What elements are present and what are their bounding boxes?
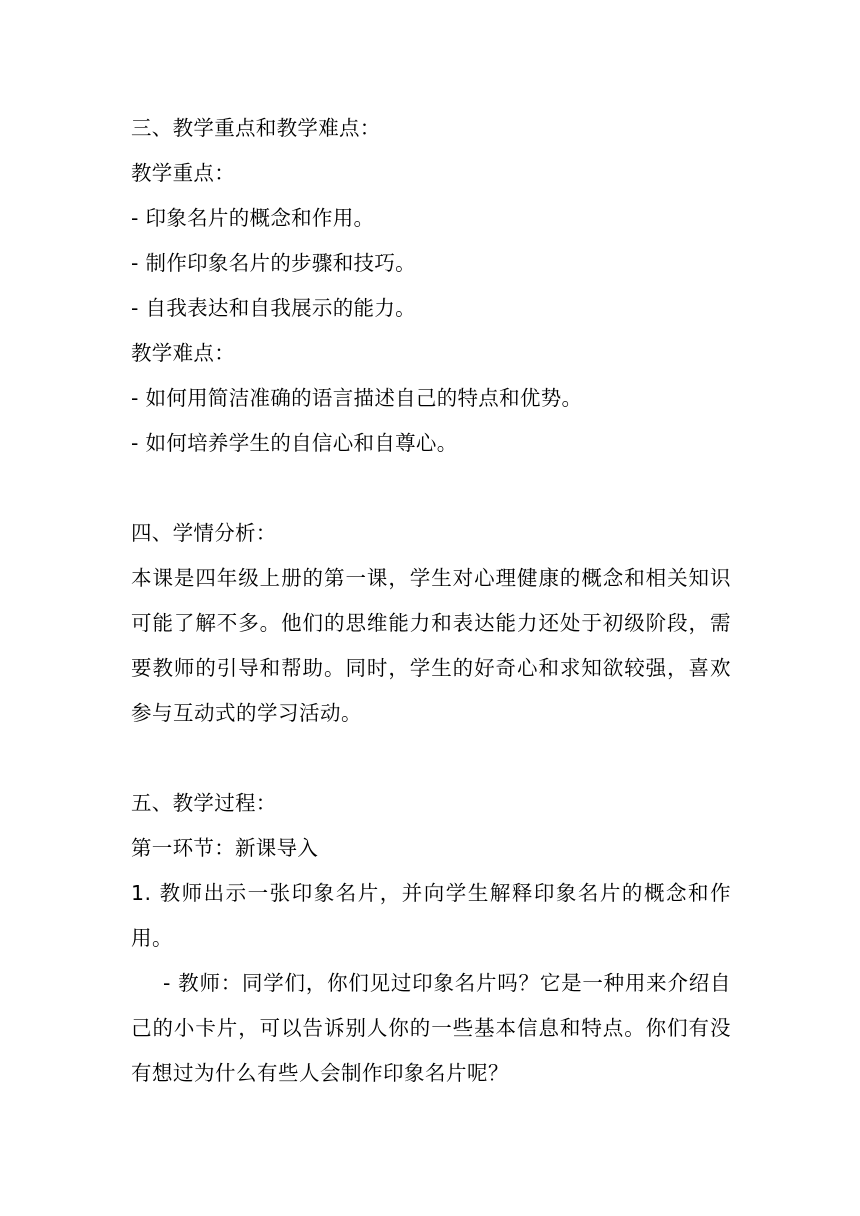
section-3-heading: 三、教学重点和教学难点：: [131, 116, 381, 140]
spacer: [131, 736, 731, 781]
teacher-speech: - 教师：同学们，你们见过印象名片吗？它是一种用来介绍自己的小卡片，可以告诉别人你的一些基本信息和特点。你们有没有想过为什么有些人会制作印象名片呢？: [131, 971, 731, 1085]
key-point-item: - 印象名片的概念和作用。: [131, 206, 375, 230]
spacer: [131, 466, 731, 511]
section-4-heading: 四、学情分析：: [131, 521, 277, 545]
difficulty-item: - 如何培养学生的自信心和自尊心。: [131, 431, 458, 455]
section-5-heading: 五、教学过程：: [131, 791, 277, 815]
student-analysis-paragraph: 本课是四年级上册的第一课，学生对心理健康的概念和相关知识可能了解不多。他们的思维能力和表达能力还处于初级阶段，需要教师的引导和帮助。同时，学生的好奇心和求知欲较强，喜欢参与互动式的学习活动。: [131, 566, 731, 725]
document-body: [131, 106, 731, 1096]
key-point-item: - 制作印象名片的步骤和技巧。: [131, 251, 416, 275]
difficulty-item: - 如何用简洁准确的语言描述自己的特点和优势。: [131, 386, 583, 410]
stage-1-label: 第一环节：新课导入: [131, 836, 319, 860]
key-points-label: 教学重点：: [131, 161, 235, 185]
step-1-text: 1. 教师出示一张印象名片，并向学生解释印象名片的概念和作用。: [131, 881, 731, 950]
key-point-item: - 自我表达和自我展示的能力。: [131, 296, 416, 320]
difficulties-label: 教学难点：: [131, 341, 235, 365]
